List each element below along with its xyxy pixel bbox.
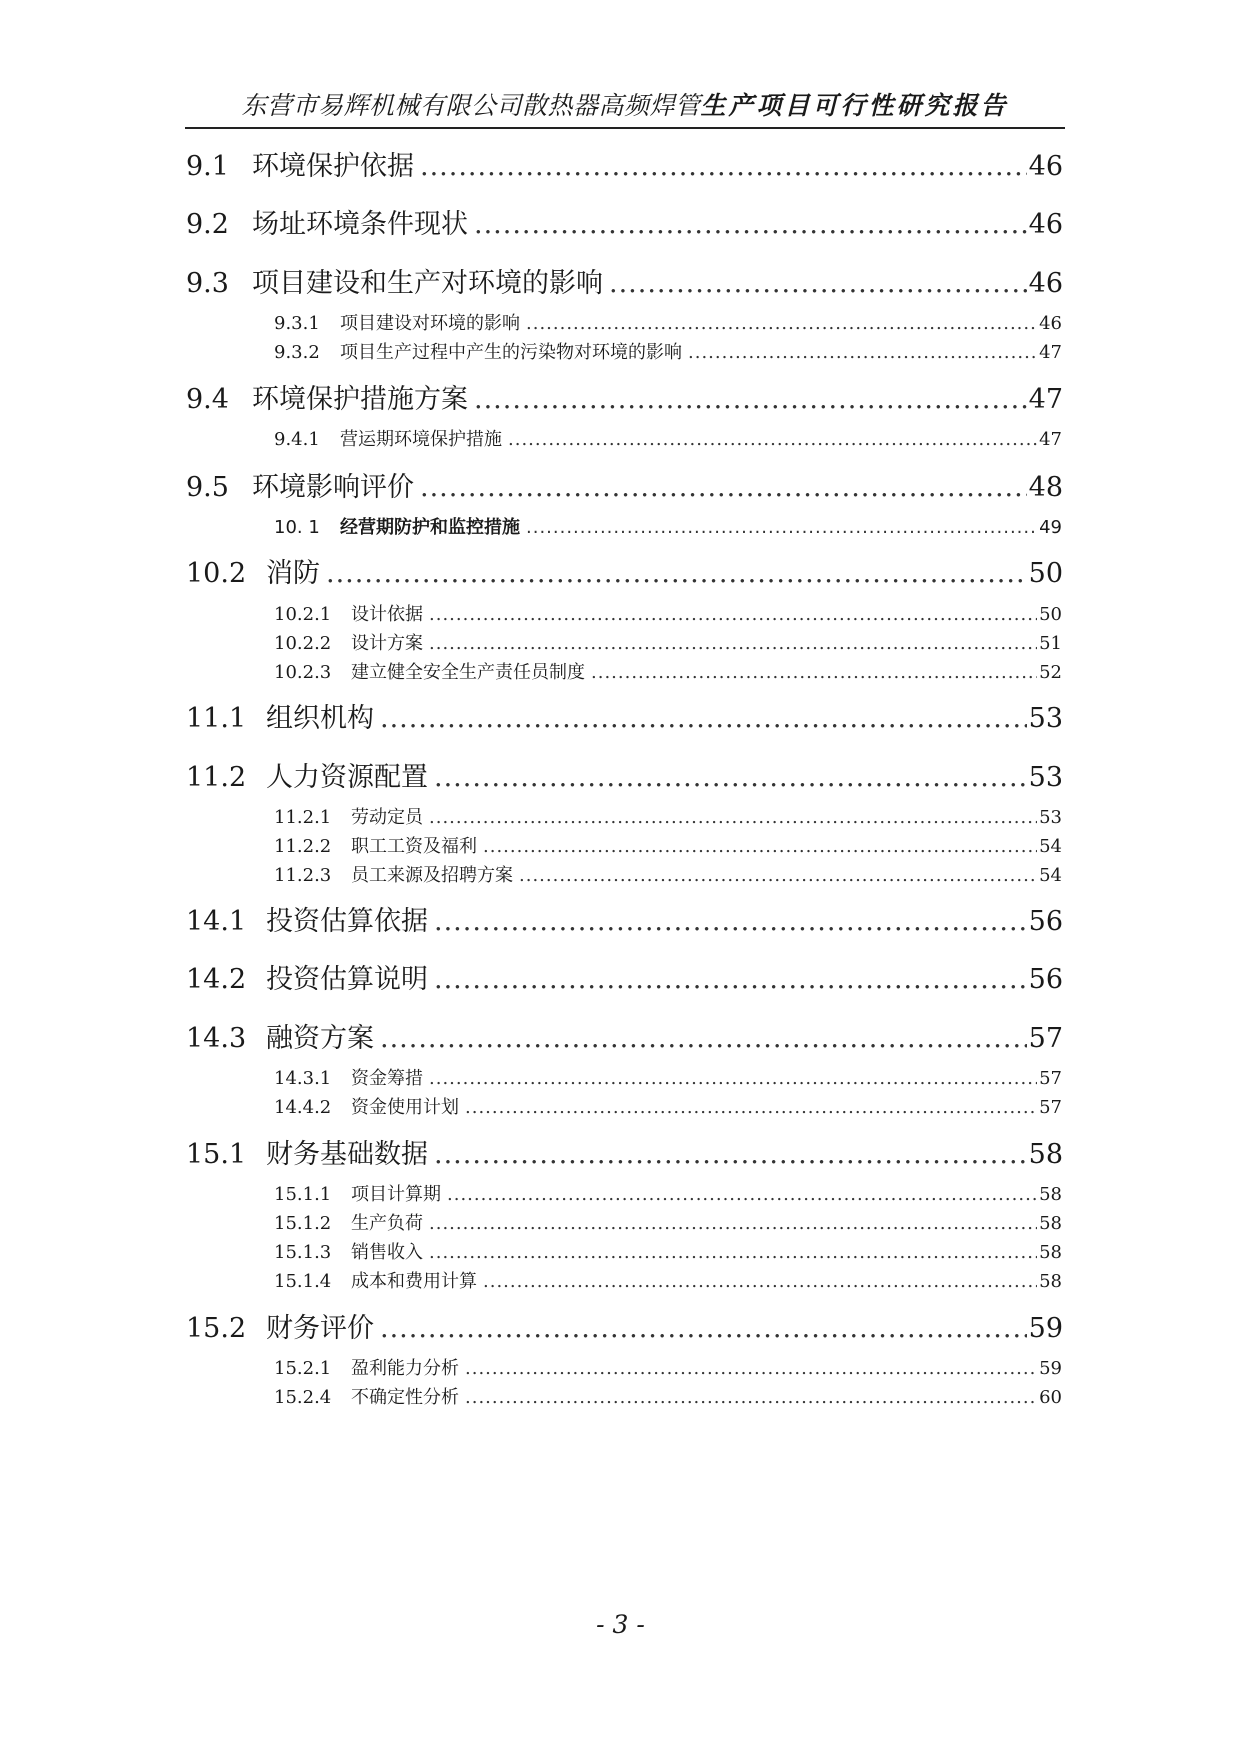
toc-dot-leader [609,268,1027,299]
toc-entry-page: 58 [1039,1213,1062,1234]
toc-entry-page: 57 [1028,1023,1063,1054]
toc-entry[interactable] [186,261,1063,300]
toc-entry[interactable] [274,861,1062,887]
toc-entry[interactable] [186,144,1063,183]
toc-entry-title: 融资方案 [266,1023,374,1054]
toc-dot-leader [429,1068,1037,1089]
toc-entry-title: 投资估算说明 [266,964,428,995]
toc-entry-page: 50 [1028,558,1063,589]
toc-entry-title: 生产负荷 [351,1213,423,1234]
toc-dot-leader [483,1271,1037,1292]
toc-entry-page: 53 [1028,762,1063,793]
toc-entry-title: 组织机构 [266,703,374,734]
toc-entry[interactable] [274,1209,1062,1235]
toc-dot-leader [465,1387,1037,1408]
toc-dot-leader [434,1139,1027,1170]
toc-entry-number: 9.3.1 [274,313,320,334]
toc-entry-page: 54 [1039,865,1062,886]
toc-entry[interactable] [274,338,1062,364]
toc-entry[interactable] [186,377,1063,416]
toc-entry-title: 劳动定员 [351,807,423,828]
toc-entry-title: 环境保护依据 [252,151,414,182]
toc-entry-page: 54 [1039,836,1062,857]
toc-entry-page: 57 [1039,1068,1062,1089]
toc-entry-number: 9.3.2 [274,342,320,363]
toc-entry-page: 46 [1028,268,1063,299]
toc-entry-number: 9.2 [186,209,229,240]
toc-dot-leader [429,1242,1037,1263]
toc-entry-page: 53 [1039,807,1062,828]
toc-entry[interactable] [274,513,1062,539]
toc-entry[interactable] [274,1238,1062,1264]
toc-dot-leader [429,604,1037,625]
toc-entry[interactable] [186,899,1063,938]
toc-entry-number: 9.3 [186,268,229,299]
toc-entry[interactable] [274,309,1062,335]
toc-entry[interactable] [274,1180,1062,1206]
toc-entry-title: 员工来源及招聘方案 [351,865,513,886]
toc-entry-number: 10.2.2 [274,633,332,654]
toc-entry-number: 11.2 [186,762,247,793]
toc-entry-page: 48 [1028,472,1063,503]
toc-dot-leader [429,1213,1037,1234]
toc-entry[interactable] [186,755,1063,794]
toc-entry-number: 9.4 [186,384,229,415]
toc-entry-title: 资金筹措 [351,1068,423,1089]
toc-dot-leader [380,1023,1027,1054]
toc-entry-page: 46 [1028,209,1063,240]
toc-entry-title: 设计方案 [351,633,423,654]
toc-dot-leader [474,209,1027,240]
toc-entry-page: 56 [1028,964,1063,995]
toc-entry-number: 14.3 [186,1023,247,1054]
toc-entry-number: 10.2.3 [274,662,332,683]
toc-entry-number: 10.2.1 [274,604,332,625]
toc-dot-leader [465,1358,1037,1379]
toc-entry[interactable] [274,600,1062,626]
toc-entry-title: 环境影响评价 [252,472,414,503]
toc-entry-number: 15.1.3 [274,1242,332,1263]
toc-entry-title: 建立健全安全生产责任员制度 [351,662,585,683]
toc-entry-title: 财务基础数据 [266,1139,428,1170]
toc-dot-leader [508,429,1037,450]
toc-entry-page: 58 [1039,1271,1062,1292]
toc-dot-leader [434,762,1027,793]
toc-entry-number: 14.4.2 [274,1097,332,1118]
toc-entry-title: 设计依据 [351,604,423,625]
toc-entry-number: 10. 1 [274,517,320,538]
toc-entry-page: 50 [1039,604,1062,625]
toc-entry[interactable] [274,1093,1062,1119]
toc-entry-number: 11.2.3 [274,865,332,886]
toc-entry-title: 盈利能力分析 [351,1358,459,1379]
toc-entry-title: 场址环境条件现状 [252,209,468,240]
toc-entry[interactable] [186,1016,1063,1055]
toc-entry[interactable] [274,425,1062,451]
toc-entry-title: 环境保护措施方案 [252,384,468,415]
toc-entry-page: 58 [1039,1242,1062,1263]
toc-dot-leader [465,1097,1037,1118]
toc-entry-title: 职工工资及福利 [351,836,477,857]
toc-dot-leader [474,384,1027,415]
toc-entry[interactable] [274,1267,1062,1293]
toc-dot-leader [420,151,1027,182]
toc-entry[interactable] [274,629,1062,655]
header-doc-type: 生产项目可行性研究报告 [700,91,1009,120]
toc-entry-number: 15.1.2 [274,1213,332,1234]
toc-entry-title: 不确定性分析 [351,1387,459,1408]
toc-entry-number: 14.3.1 [274,1068,332,1089]
toc-entry-number: 15.2 [186,1313,247,1344]
toc-entry[interactable] [186,202,1063,241]
toc-entry-page: 47 [1039,429,1062,450]
toc-dot-leader [434,906,1027,937]
toc-entry-title: 成本和费用计算 [351,1271,477,1292]
toc-entry-number: 9.1 [186,151,229,182]
header-company: 东营市易辉机械有限公司散热器高频焊管 [241,91,701,120]
toc-entry-title: 项目生产过程中产生的污染物对环境的影响 [340,342,682,363]
toc-entry-title: 营运期环境保护措施 [340,429,502,450]
toc-entry-page: 58 [1028,1139,1063,1170]
toc-entry-number: 9.5 [186,472,229,503]
toc-entry-page: 53 [1028,703,1063,734]
toc-dot-leader [429,633,1037,654]
toc-dot-leader [434,964,1027,995]
toc-dot-leader [429,807,1037,828]
toc-entry-title: 销售收入 [351,1242,423,1263]
toc-entry-number: 11.2.2 [274,836,332,857]
toc-entry[interactable] [186,957,1063,996]
toc-entry-number: 14.1 [186,906,247,937]
toc-dot-leader [447,1184,1037,1205]
toc-entry[interactable] [186,1132,1063,1171]
toc-entry-number: 15.1.4 [274,1271,332,1292]
toc-dot-leader [483,836,1037,857]
toc-entry-number: 11.1 [186,703,247,734]
toc-entry-page: 46 [1028,151,1063,182]
toc-entry-title: 消防 [266,558,320,589]
toc-entry-title: 财务评价 [266,1313,374,1344]
toc-dot-leader [326,558,1027,589]
toc-entry-number: 14.2 [186,964,247,995]
toc-entry[interactable] [274,1383,1062,1409]
toc-entry[interactable] [274,1064,1062,1090]
toc-dot-leader [380,1313,1027,1344]
toc-entry-page: 60 [1039,1387,1062,1408]
toc-entry-page: 52 [1039,662,1062,683]
toc-entry[interactable] [186,465,1063,504]
toc-entry-title: 资金使用计划 [351,1097,459,1118]
toc-entry-number: 9.4.1 [274,429,320,450]
toc-entry-number: 11.2.1 [274,807,332,828]
toc-dot-leader [688,342,1037,363]
toc-entry-title: 项目建设对环境的影响 [340,313,520,334]
toc-entry-page: 56 [1028,906,1063,937]
toc-dot-leader [591,662,1037,683]
toc-entry[interactable] [274,832,1062,858]
toc-entry-title: 人力资源配置 [266,762,428,793]
toc-entry-number: 15.2.4 [274,1387,332,1408]
toc-entry-title: 投资估算依据 [266,906,428,937]
toc-entry[interactable] [274,658,1062,684]
toc-entry-title: 项目计算期 [351,1184,441,1205]
toc-dot-leader [420,472,1027,503]
toc-entry[interactable] [186,1306,1063,1345]
toc-entry-page: 51 [1039,633,1062,654]
toc-entry-page: 57 [1039,1097,1062,1118]
toc-entry[interactable] [186,551,1063,590]
toc-entry[interactable] [186,696,1063,735]
page-number: - 3 - [596,1610,645,1639]
toc-entry-page: 58 [1039,1184,1062,1205]
toc-entry-number: 15.1.1 [274,1184,332,1205]
toc-dot-leader [380,703,1027,734]
toc-entry-number: 10.2 [186,558,247,589]
toc-dot-leader [526,517,1037,538]
toc-dot-leader [519,865,1037,886]
toc-dot-leader [526,313,1037,334]
toc-entry-title: 项目建设和生产对环境的影响 [252,268,603,299]
toc-entry-title: 经营期防护和监控措施 [340,517,520,538]
toc-entry-page: 47 [1039,342,1062,363]
toc-entry[interactable] [274,1354,1062,1380]
toc-entry-page: 59 [1028,1313,1063,1344]
toc-entry-number: 15.2.1 [274,1358,332,1379]
toc-entry-number: 15.1 [186,1139,247,1170]
toc-entry-page: 47 [1028,384,1063,415]
toc-entry-page: 49 [1039,517,1062,538]
toc-entry-page: 59 [1039,1358,1062,1379]
toc-entry-page: 46 [1039,313,1062,334]
toc-entry[interactable] [274,803,1062,829]
